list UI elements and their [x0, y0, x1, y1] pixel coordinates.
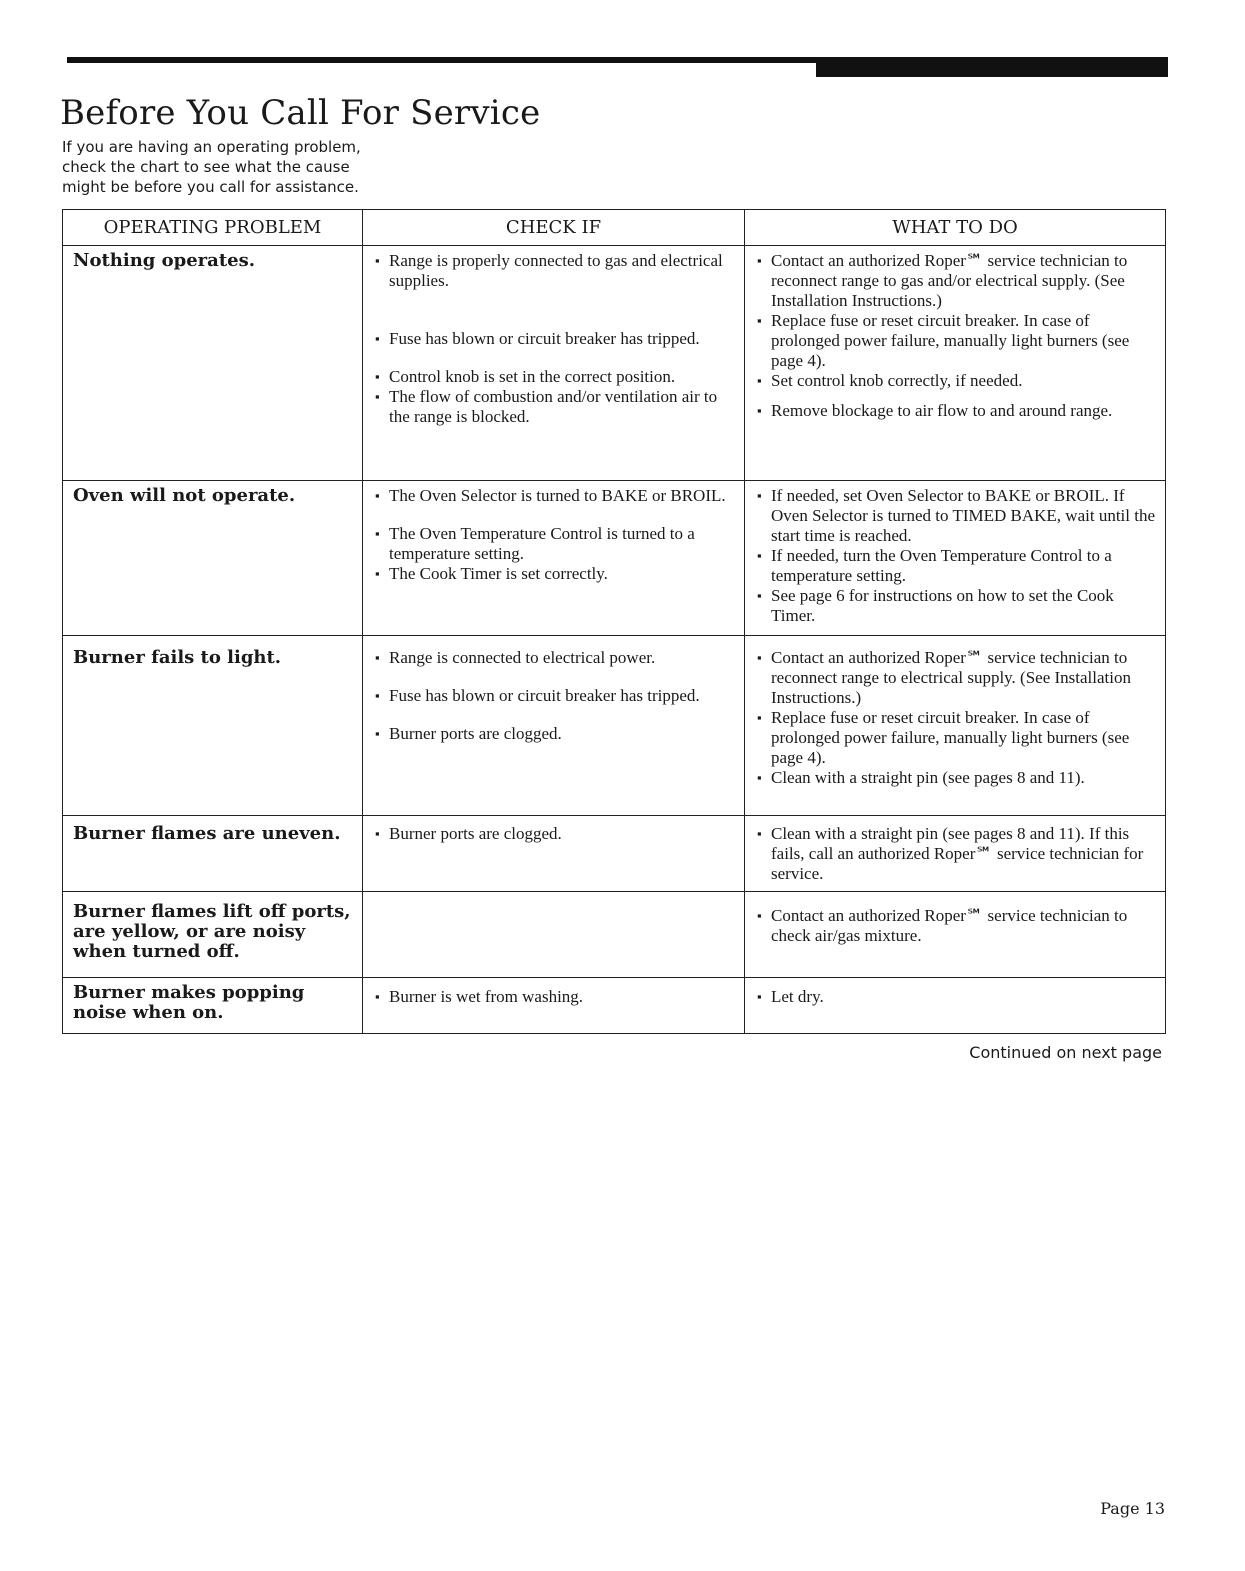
todo-item: ▪ Replace fuse or reset circuit breaker. In case of prolonged power failure, manually light burners (see page 4).	[755, 311, 1159, 371]
troubleshooting-table	[62, 209, 1166, 1034]
top-rule-accent	[816, 57, 1168, 77]
intro-line: If you are having an operating problem,	[62, 138, 361, 156]
todo-item: ▪ Contact an authorized Roper℠ service technician to reconnect range to gas and/or electrical supply. (See Installation Instructions.)	[755, 251, 1159, 311]
column-header-todo: WHAT TO DO	[745, 210, 1166, 246]
column-header-check: CHECK IF	[363, 210, 745, 246]
table-row	[63, 636, 1166, 816]
check-item: ▪ Burner ports are clogged.	[373, 724, 738, 744]
todo-item: ▪ See page 6 for instructions on how to set the Cook Timer.	[755, 586, 1159, 626]
page-number: Page 13	[1100, 1499, 1165, 1518]
intro-text	[62, 137, 442, 197]
check-item: ▪ Burner is wet from washing.	[373, 987, 738, 1007]
check-item: ▪ Range is connected to electrical power.	[373, 648, 738, 668]
check-item: ▪ The Cook Timer is set correctly.	[373, 564, 738, 584]
todo-item: ▪ Contact an authorized Roper℠ service technician to reconnect range to electrical supply. (See Installation Instructions.)	[755, 648, 1159, 708]
todo-item: ▪ If needed, set Oven Selector to BAKE or BROIL. If Oven Selector is turned to TIMED BAKE, wait until the start time is reached.	[755, 486, 1159, 546]
page-title: Before You Call For Service	[60, 93, 541, 133]
check-item: ▪ Burner ports are clogged.	[373, 824, 738, 844]
check-item: ▪ The flow of combustion and/or ventilation air to the range is blocked.	[373, 387, 738, 427]
column-header-problem: OPERATING PROBLEM	[63, 210, 363, 246]
todo-item: ▪ If needed, turn the Oven Temperature Control to a temperature setting.	[755, 546, 1159, 586]
problem-label: Burner flames are uneven.	[73, 823, 341, 844]
table-row	[63, 816, 1166, 892]
problem-label: Oven will not operate.	[73, 485, 296, 506]
table-header-row	[63, 210, 1166, 246]
problem-label: Burner makes popping noise when on.	[73, 982, 305, 1023]
todo-item: ▪ Clean with a straight pin (see pages 8 and 11).	[755, 768, 1159, 788]
check-item: ▪ Fuse has blown or circuit breaker has tripped.	[373, 686, 738, 706]
todo-item: ▪ Set control knob correctly, if needed.	[755, 371, 1159, 391]
todo-item: ▪ Contact an authorized Roper℠ service technician to check air/gas mixture.	[755, 906, 1159, 946]
table-row	[63, 481, 1166, 636]
continued-note: Continued on next page	[969, 1043, 1162, 1062]
check-item: ▪ Fuse has blown or circuit breaker has tripped.	[373, 329, 738, 349]
intro-line: check the chart to see what the cause	[62, 158, 350, 176]
todo-item: ▪ Let dry.	[755, 987, 1159, 1007]
problem-label: Burner flames lift off ports, are yellow, or are noisy when turned off.	[73, 901, 351, 962]
check-item: ▪ The Oven Temperature Control is turned to a temperature setting.	[373, 524, 738, 564]
check-item: ▪ Control knob is set in the correct position.	[373, 367, 738, 387]
todo-item: ▪ Clean with a straight pin (see pages 8 and 11). If this fails, call an authorized Roper℠ service technician for service.	[755, 824, 1159, 884]
problem-label: Burner fails to light.	[73, 647, 282, 668]
table-row	[63, 978, 1166, 1034]
problem-label: Nothing operates.	[73, 250, 255, 271]
check-item: ▪ The Oven Selector is turned to BAKE or BROIL.	[373, 486, 738, 506]
check-item: ▪ Range is properly connected to gas and electrical supplies.	[373, 251, 738, 291]
todo-item: ▪ Replace fuse or reset circuit breaker. In case of prolonged power failure, manually light burners (see page 4).	[755, 708, 1159, 768]
table-row	[63, 892, 1166, 978]
intro-line: might be before you call for assistance.	[62, 178, 359, 196]
todo-item: ▪ Remove blockage to air flow to and around range.	[755, 401, 1159, 421]
table-row	[63, 246, 1166, 481]
